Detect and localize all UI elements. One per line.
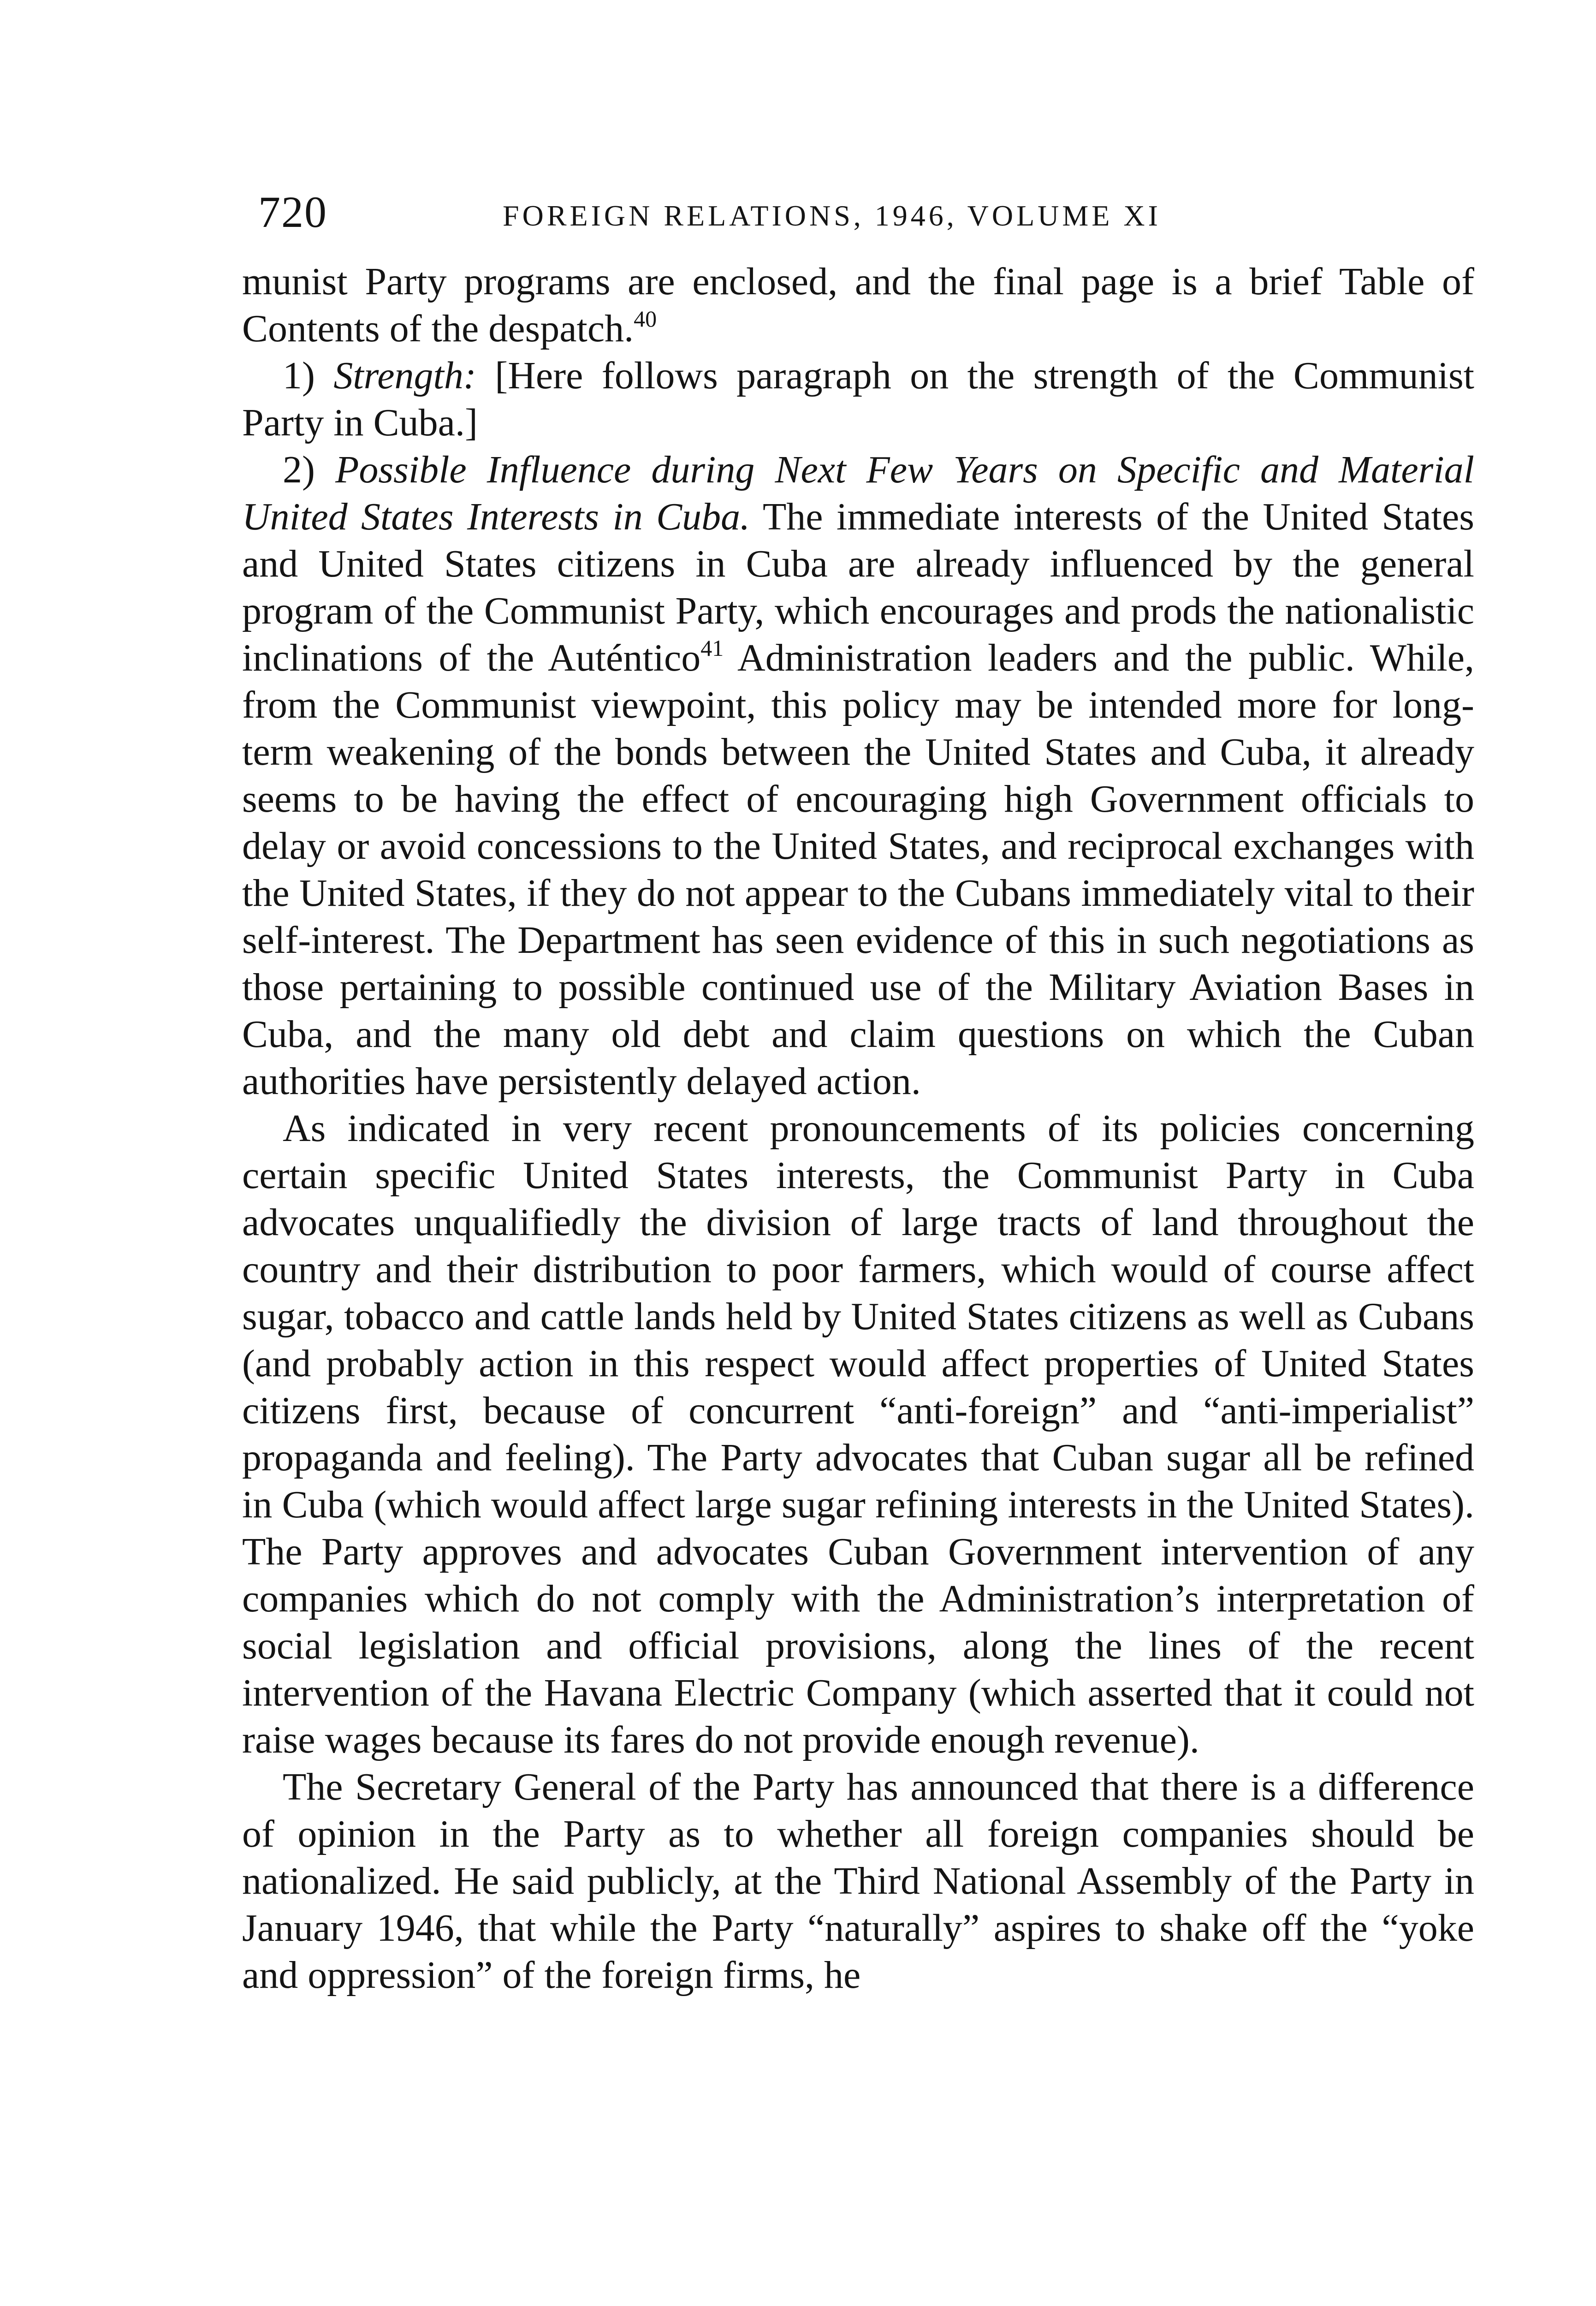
- paragraph-continuation: munist Party programs are enclosed, and the final page is a brief Table of Contents of the despatch.$^{40}$: [242, 260, 1474, 350]
- section-heading-strength: Strength:: [333, 354, 476, 397]
- paragraph-policies: As indicated in very recent pronouncements of its policies concerning certain specific United States interests, the Communist Party in Cuba advocates unqualifiedly the division of large tracts of land throughout the country and their distribution to poor farmers, which would of course affect sugar, tobacco and cattle lands held by United States citizens as well as Cubans (and probably action in this respect would affect properties of United States citizens first, because of concurrent “anti-foreign” and “anti-imperialist” propaganda and feeling). The Party advocates that Cuban sugar all be refined in Cuba (which would affect large sugar refining interests in the United States). The Party approves and advocates Cuban Government intervention of any companies which do not comply with the Administration’s interpretation of social legislation and official provisions, along the lines of the recent intervention of the Havana Electric Company (which asserted that it could not raise wages because its fares do not provide enough revenue).: [242, 1107, 1474, 1761]
- body-text: [242, 258, 1474, 1999]
- page-header: [258, 180, 1476, 249]
- footnote-ref-40: 40: [634, 306, 657, 332]
- paragraph-strength: 1) Strength: [Here follows paragraph on the strength of the Communist Party in Cuba.]: [242, 354, 1474, 444]
- section-heading-possible-influence: Possible Influence during Next Few Years on Specific and Material United States Interests in Cuba.: [242, 448, 1474, 538]
- paragraph-secretary-general: The Secretary General of the Party has announced that there is a difference of opinion in the Party as to whether all foreign companies should be nationalized. He said publicly, at the Third National Assembly of the Party in January 1946, that while the Party “naturally” aspires to shake off the “yoke and oppression” of the foreign firms, he: [242, 1765, 1474, 1997]
- paragraph-possible-influence: 2) Possible Influence during Next Few Years on Specific and Material United States Interests in Cuba. The immediate interests of the United States and United States citizens in Cuba are already influenced by the general program of the Communist Party, which encourages and prods the nationalistic inclinations of the Auténtico$^{41}$ Administration leaders and the public. While, from the Communist viewpoint, this policy may be intended more for long-term weakening of the bonds between the United States and Cuba, it already seems to be having the effect of encouraging high Government officials to delay or avoid concessions to the United States, and reciprocal exchanges with the United States, if they do not appear to the Cubans immediately vital to their self-interest. The Department has seen evidence of this in such negotiations as those pertaining to possible continued use of the Military Aviation Bases in Cuba, and the many old debt and claim questions on which the Cuban authorities have persistently delayed action.: [242, 448, 1475, 1103]
- footnote-ref-41: 41: [700, 635, 724, 661]
- page-number: 720: [258, 187, 327, 237]
- running-head: FOREIGN RELATIONS, 1946, VOLUME XI: [503, 199, 1161, 232]
